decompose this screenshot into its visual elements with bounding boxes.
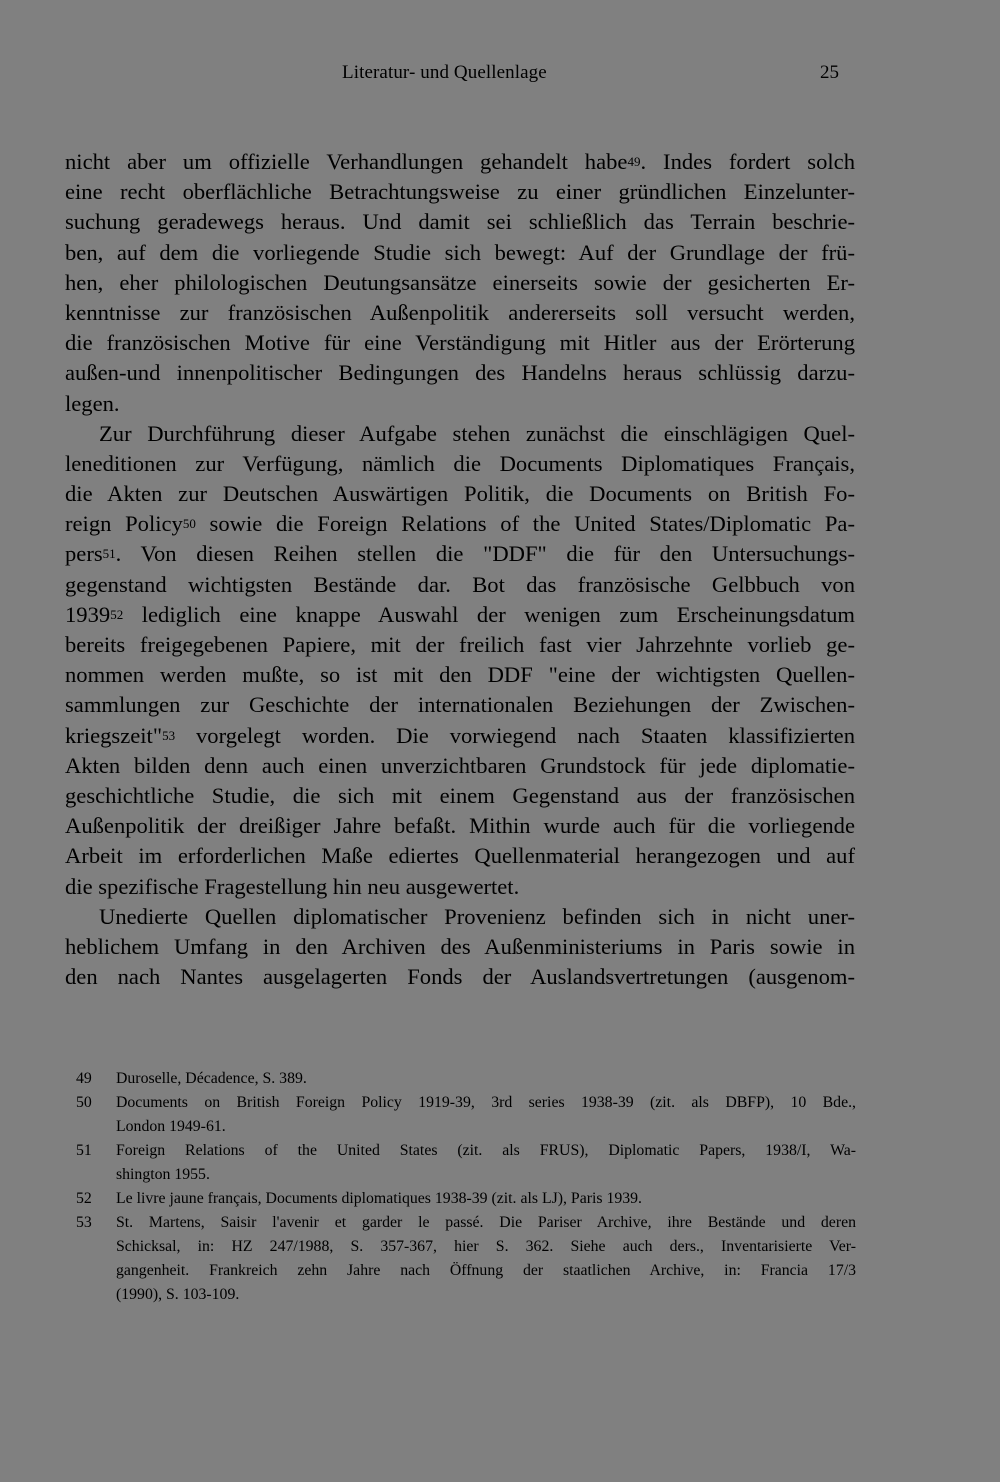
footnote-number: 50 xyxy=(76,1094,92,1111)
footnote xyxy=(76,1187,856,1211)
footnote-line: shington 1955. xyxy=(116,1166,210,1183)
text-line: außen-und innenpolitischer Bedingungen des Handelns heraus schlüssig darzu- xyxy=(65,360,855,386)
footnote-number: 51 xyxy=(76,1142,92,1159)
text-line: sammlungen zur Geschichte der internationalen Beziehungen der Zwischen- xyxy=(65,692,855,718)
text-line: Arbeit im erforderlichen Maße ediertes Quellenmaterial herangezogen und auf xyxy=(65,843,855,869)
running-title: Literatur- und Quellenlage xyxy=(342,62,547,83)
text-line: eine recht oberflächliche Betrachtungsweise zu einer gründlichen Einzelunter- xyxy=(65,179,855,205)
text-line: die spezifische Fragestellung hin neu ausgewertet. xyxy=(65,873,520,899)
footnote-line: Documents on British Foreign Policy 1919-39, 3rd series 1938-39 (zit. als DBFP), 10 Bde., xyxy=(116,1094,856,1111)
footnote-ref[interactable]: 50 xyxy=(182,516,196,532)
footnote xyxy=(76,1091,856,1139)
footnote-line: St. Martens, Saisir l'avenir et garder le passé. Die Pariser Archive, ihre Bestände und deren xyxy=(116,1214,856,1231)
footnotes xyxy=(76,1067,856,1307)
text-line: die Akten zur Deutschen Auswärtigen Politik, die Documents on British Fo- xyxy=(65,481,855,507)
text-line: geschichtliche Studie, die sich mit einem Gegenstand aus der französischen xyxy=(65,782,855,808)
text-line: kriegszeit"$^{53}$ vorgelegt worden. Die vorwiegend nach Staaten klassifizierten xyxy=(65,722,855,748)
text-line: reign Policy$^{50}$ sowie die Foreign Relations of the United States/Diplomatic Pa- xyxy=(65,511,855,537)
footnote-ref[interactable]: 51 xyxy=(102,546,116,562)
footnote-line: Duroselle, Décadence, S. 389. xyxy=(116,1070,307,1087)
text-line: nicht aber um offizielle Verhandlungen gehandelt habe$^{49}$. Indes fordert solch xyxy=(65,149,855,174)
text-line: kenntnisse zur französischen Außenpolitik andererseits soll versucht werden, xyxy=(65,299,855,325)
footnote xyxy=(76,1139,856,1187)
footnote-line: Schicksal, in: HZ 247/1988, S. 357-367, hier S. 362. Siehe auch ders., Inventarisierte Ver- xyxy=(116,1238,856,1255)
footnote xyxy=(76,1067,856,1091)
footnote-line: Le livre jaune français, Documents diplomatiques 1938-39 (zit. als LJ), Paris 1939. xyxy=(116,1190,642,1207)
footnote-ref[interactable]: 52 xyxy=(110,606,124,622)
footnote-line: (1990), S. 103-109. xyxy=(116,1286,240,1303)
text-line: suchung geradewegs heraus. Und damit sei schließlich das Terrain beschrie- xyxy=(65,209,855,235)
text-line: hen, eher philologischen Deutungsansätze einerseits sowie der gesicherten Er- xyxy=(65,269,855,295)
text-line: Außenpolitik der dreißiger Jahre befaßt. Mithin wurde auch für die vorliegende xyxy=(65,813,855,839)
footnote-number: 53 xyxy=(76,1214,92,1231)
text-line: pers$^{51}$. Von diesen Reihen stellen die "DDF" die für den Untersuchungs- xyxy=(65,541,855,567)
footnote xyxy=(76,1211,856,1307)
footnote-line: London 1949-61. xyxy=(116,1118,226,1135)
text-line: bereits freigegebenen Papiere, mit der freilich fast vier Jahrzehnte vorlieb ge- xyxy=(65,632,855,657)
text-line: ben, auf dem die vorliegende Studie sich bewegt: Auf der Grundlage der frü- xyxy=(65,239,855,265)
page-number: 25 xyxy=(820,62,839,83)
text-line: leneditionen zur Verfügung, nämlich die Documents Diplomatiques Français, xyxy=(65,450,855,476)
body-text xyxy=(65,147,855,992)
footnote-number: 52 xyxy=(76,1190,92,1207)
footnote-line: gangenheit. Frankreich zehn Jahre nach Öffnung der staatlichen Archive, in: Francia 17/3 xyxy=(116,1262,856,1279)
text-line: Zur Durchführung dieser Aufgabe stehen zunächst die einschlägigen Quel- xyxy=(99,420,855,446)
text-line: gegenstand wichtigsten Bestände dar. Bot das französische Gelbbuch von xyxy=(65,571,855,597)
footnote-line: Foreign Relations of the United States (zit. als FRUS), Diplomatic Papers, 1938/I, Wa- xyxy=(116,1142,856,1159)
text-line: die französischen Motive für eine Verständigung mit Hitler aus der Erörterung xyxy=(65,330,855,356)
text-line: den nach Nantes ausgelagerten Fonds der Auslandsvertretungen (ausgenom- xyxy=(65,964,855,990)
text-line: 1939$^{52}$ lediglich eine knappe Auswahl der wenigen zum Erscheinungsdatum xyxy=(65,601,855,627)
page-header xyxy=(0,62,1000,92)
footnote-ref[interactable]: 53 xyxy=(162,727,176,743)
text-line: Akten bilden denn auch einen unverzichtbaren Grundstock für jede diplomatie- xyxy=(65,752,855,778)
footnote-ref[interactable]: 49 xyxy=(627,154,641,169)
text-line: nommen werden mußte, so ist mit den DDF "eine der wichtigsten Quellen- xyxy=(65,662,855,688)
text-line: Unedierte Quellen diplomatischer Provenienz befinden sich in nicht uner- xyxy=(99,903,855,929)
text-line: heblichem Umfang in den Archiven des Außenministeriums in Paris sowie in xyxy=(65,933,855,959)
footnote-number: 49 xyxy=(76,1070,92,1087)
text-line: legen. xyxy=(65,390,120,416)
